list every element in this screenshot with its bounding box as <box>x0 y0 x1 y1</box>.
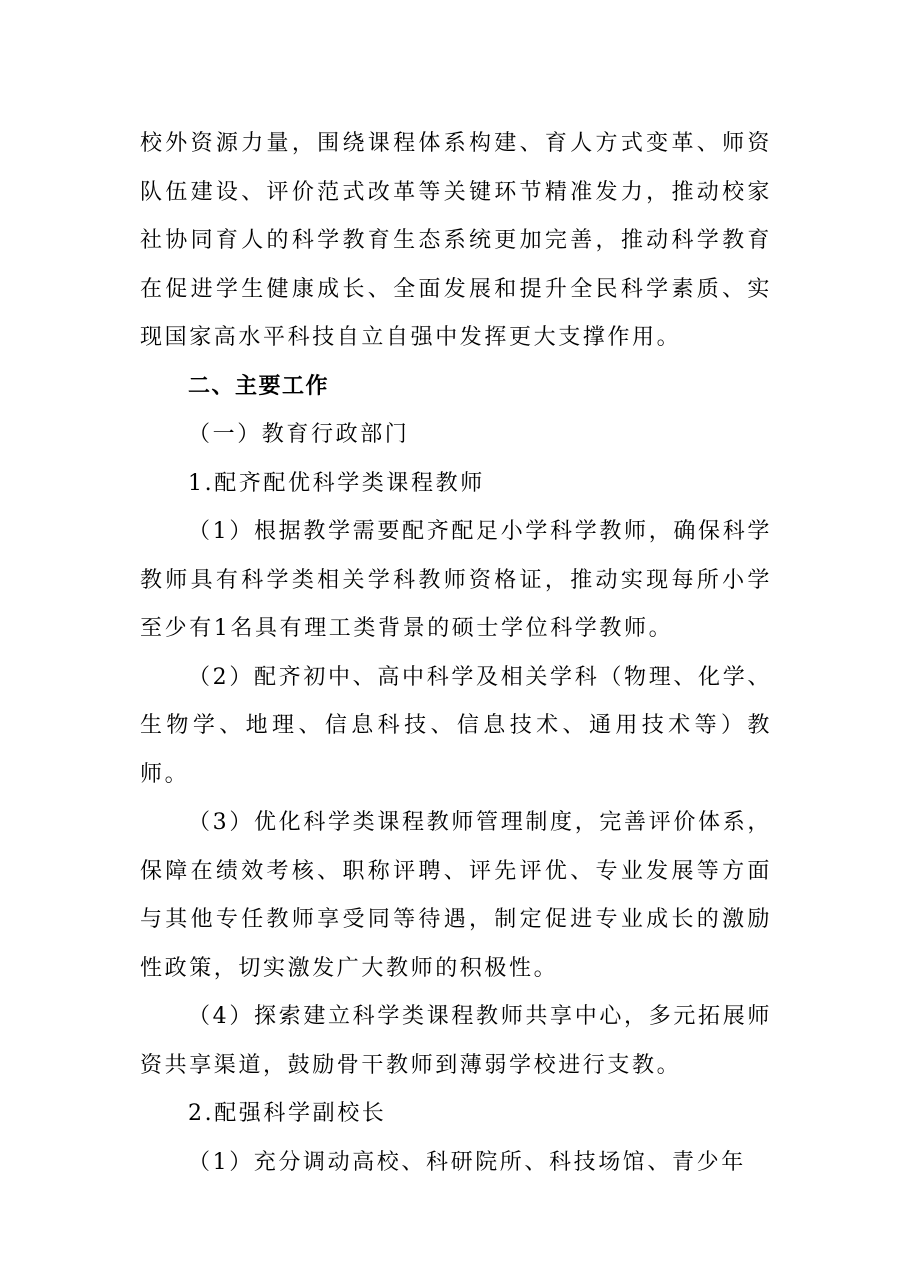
paragraph-item-2-1: （1）充分调动高校、科研院所、科技场馆、青少年 <box>188 1149 746 1175</box>
paragraph-item-1-3: （3）优化科学类课程教师管理制度，完善评价体系，保障在绩效考核、职称评聘、评先评优、专业发展等方面与其他专任教师享受同等待遇，制定促进专业成长的激励性政策，切实激发广大教师的积极性。 <box>140 810 772 981</box>
paragraph-item-1-4: （4）探索建立科学类课程教师共享中心，多元拓展师资共享渠道，鼓励骨干教师到薄弱学校进行支教。 <box>140 1004 772 1078</box>
item-heading-vice-principal: 2.配强科学副校长 <box>188 1101 387 1126</box>
paragraph-intro-continuation: 校外资源力量，围绕课程体系构建、育人方式变革、师资队伍建设、评价范式改革等关键环节精准发力，推动校家社协同育人的科学教育生态系统更加完善，推动科学教育在促进学生健康成长、全面发展和提升全民科学素质、实现国家高水平科技自立自强中发挥更大支撑作用。 <box>140 131 772 350</box>
paragraph-item-1-2: （2）配齐初中、高中科学及相关学科（物理、化学、生物学、地理、信息科技、信息技术、通用技术等）教师。 <box>140 664 772 787</box>
subsection-heading-education-admin: （一）教育行政部门 <box>188 422 410 447</box>
paragraph-item-1-1: （1）根据教学需要配齐配足小学科学教师，确保科学教师具有科学类相关学科教师资格证，推动实现每所小学至少有1名具有理工类背景的硕士学位科学教师。 <box>140 519 772 641</box>
item-heading-science-teachers: 1.配齐配优科学类课程教师 <box>188 470 485 496</box>
document-page <box>140 120 772 1187</box>
section-heading-main-work: 二、主要工作 <box>188 373 330 399</box>
